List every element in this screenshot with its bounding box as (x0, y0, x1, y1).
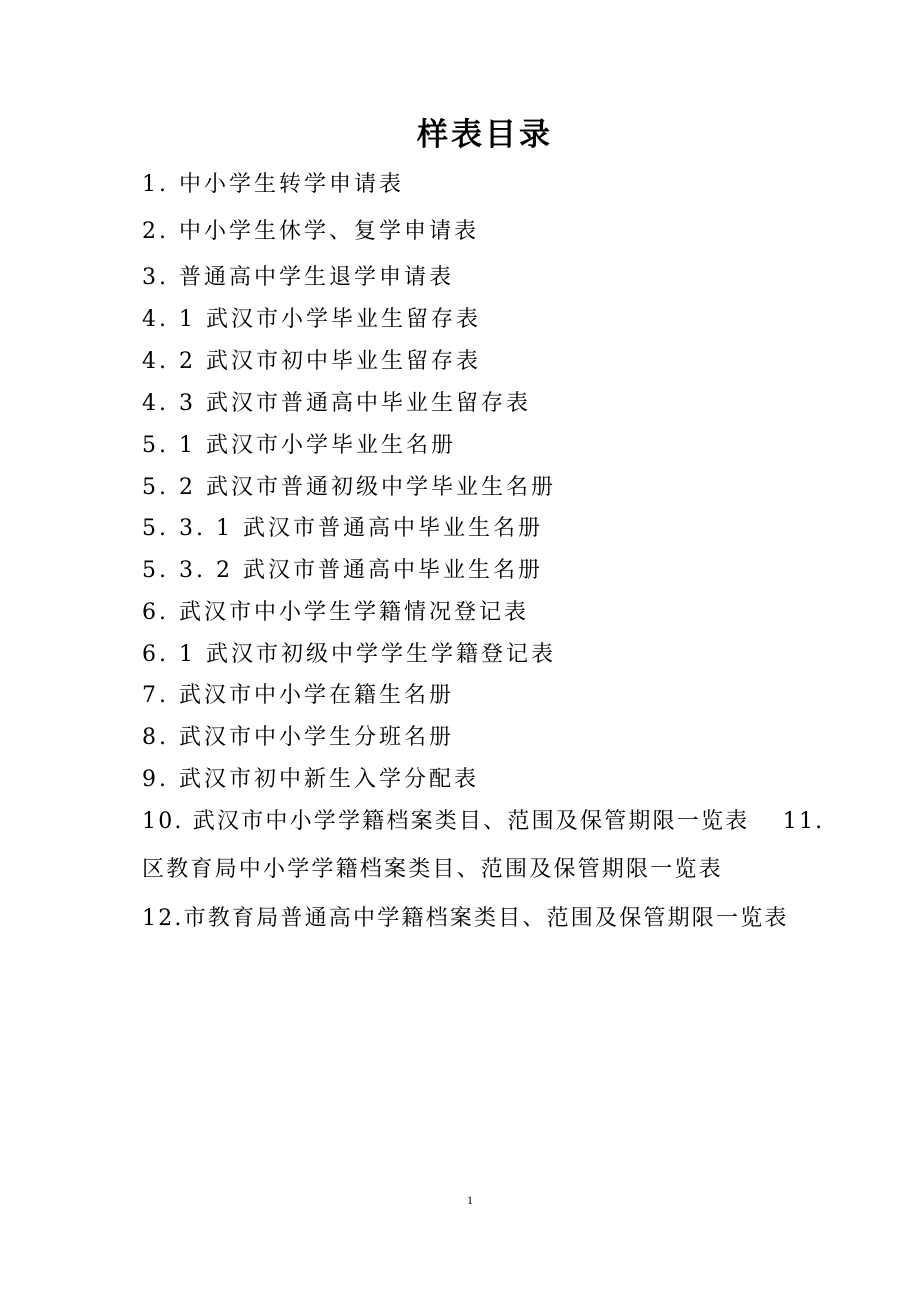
toc-item: 12.市教育局普通高中学籍档案类目、范围及保管期限一览表 (142, 906, 789, 931)
toc-item-continuation: 区教育局中小学学籍档案类目、范围及保管期限一览表 (142, 857, 723, 882)
toc-item: 4. 1 武汉市小学毕业生留存表 (142, 307, 481, 332)
toc-item: 2. 中小学生休学、复学申请表 (142, 219, 479, 244)
toc-item: 4. 3 武汉市普通高中毕业生留存表 (142, 391, 531, 416)
toc-item: 5. 3. 1 武汉市普通高中毕业生名册 (142, 516, 543, 541)
toc-item: 5. 2 武汉市普通初级中学毕业生名册 (142, 475, 556, 500)
toc-item: 8. 武汉市中小学生分班名册 (142, 725, 454, 750)
toc-item: 5. 1 武汉市小学毕业生名册 (142, 433, 456, 458)
toc-item: 1. 中小学生转学申请表 (142, 172, 404, 197)
page-number: 1 (467, 1193, 473, 1207)
toc-item: 9. 武汉市初中新生入学分配表 (142, 767, 479, 792)
toc-item: 3. 普通高中学生退学申请表 (142, 265, 454, 290)
page-title: 样表目录 (417, 117, 553, 153)
toc-item: 10. 武汉市中小学学籍档案类目、范围及保管期限一览表 11. (142, 809, 825, 834)
toc-item: 5. 3. 2 武汉市普通高中毕业生名册 (142, 558, 543, 583)
toc-item: 6. 武汉市中小学生学籍情况登记表 (142, 600, 529, 625)
toc-item: 6. 1 武汉市初级中学学生学籍登记表 (142, 642, 556, 667)
toc-item: 4. 2 武汉市初中毕业生留存表 (142, 349, 481, 374)
toc-item: 7. 武汉市中小学在籍生名册 (142, 683, 454, 708)
